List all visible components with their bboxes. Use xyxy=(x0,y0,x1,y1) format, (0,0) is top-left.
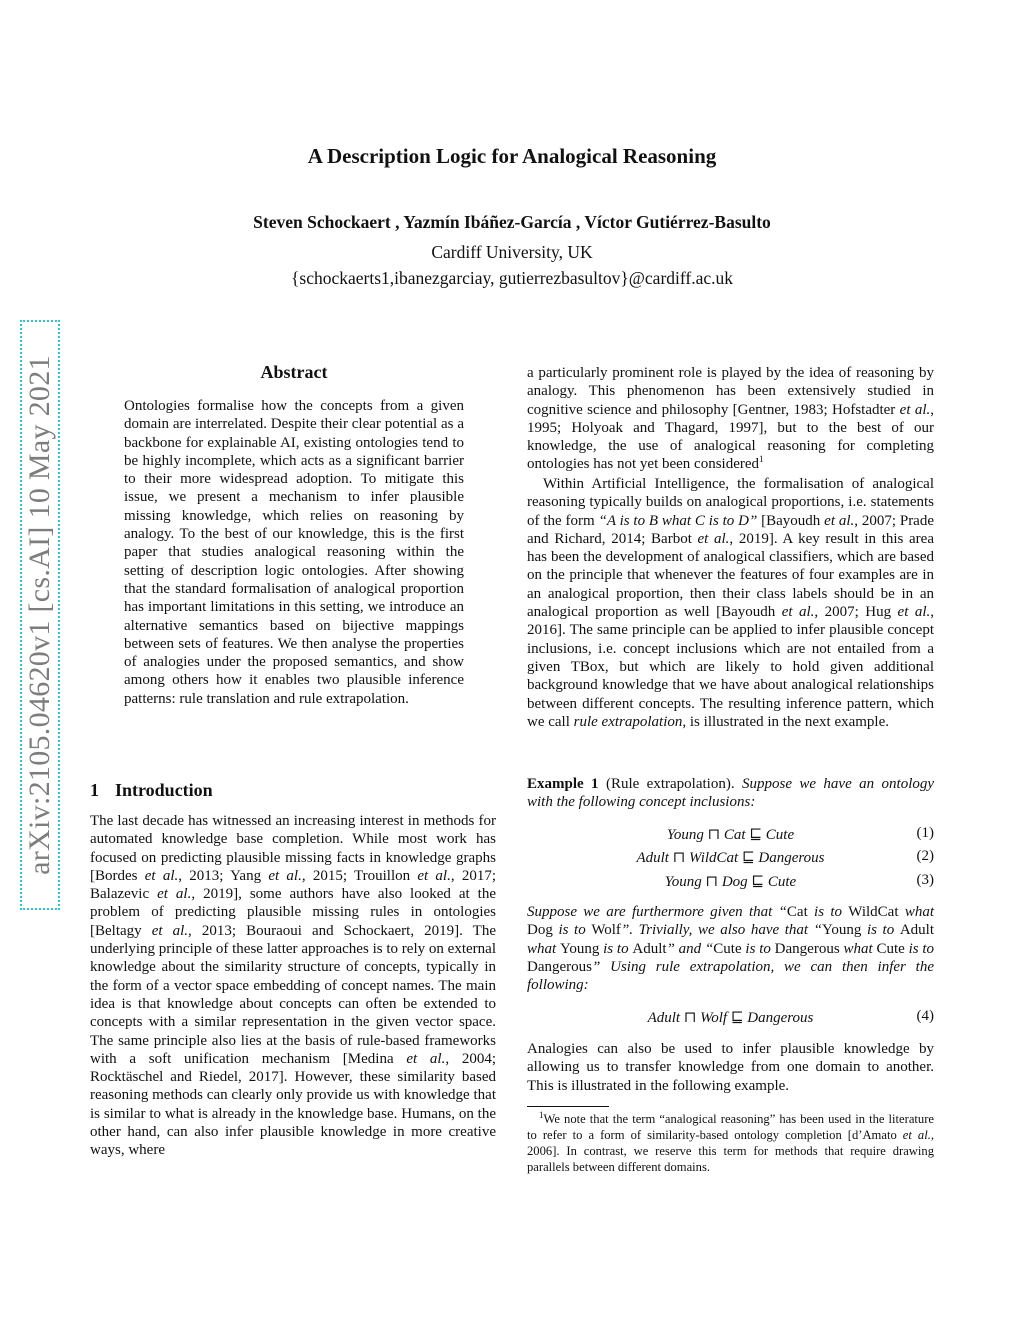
section-heading-introduction xyxy=(90,780,213,801)
abstract-text: Ontologies formalise how the concepts from a given domain are interrelated. Despite their clear potential as a backbone for explainable AI, existing ontologies tend to be highly incomplete, which acts as a significant barrier to their more widespread adoption. To mitigate this issue, we present a mechanism to infer plausible missing knowledge, which relies on reasoning by analogy. To the best of our knowledge, this is the first paper that studies analogical reasoning within the setting of description logic ontologies. After showing that the standard formalisation of analogical proportion has important limitations in this setting, we introduce an alternative semantics based on bijective mappings between sets of features. We then analyse the properties of analogies under the proposed semantics, and show among others how it enables two plausible inference patterns: rule translation and rule extrapolation. xyxy=(124,398,464,707)
section-number: 1 xyxy=(90,780,99,800)
introduction-paragraph: The last decade has witnessed an increasing interest in methods for automated knowledge base completion. While most work has focused on predicting plausible missing facts in knowledge graphs [Bordes et al., 2013; Yang et al., 2015; Trouillon et al., 2017; Balazevic et al., 2019], some authors have also looked at the problem of predicting plausible missing rules in ontologies [Beltagy et al., 2013; Bouraoui and Schockaert, 2019]. The underlying principle of these latter approaches is to rely on external knowledge about the similarity structure of concepts, typically in the form of a vector space embedding of concept names. The main idea is that knowledge about concepts can often be extended to concepts with a similar representation in the given vector space. The same principle also lies at the basis of rule-based frameworks with a soft unification mechanism [Medina et al., 2004; Rocktäschel and Riedel, 2017]. However, these similarity based reasoning methods can clearly only provide us with knowledge that is similar to what is already in the knowledge base. Humans, on the other hand, can also infer plausible knowledge in more creative ways, where xyxy=(90,813,497,1159)
section-title: Introduction xyxy=(115,780,213,800)
intro-paragraph-continued: a particularly prominent role is played by the idea of reasoning by analogy. This phenomenon has been extensively studied in cognitive science and philosophy [Gentner, 1983; Hofstadter et al., 1995; Holyoak and Thagard, 1997], but to the best of our knowledge, the use of analogical reasoning for completing ontologies has not yet been considered$^1$ xyxy=(527,365,934,473)
equation-number: (2) xyxy=(916,848,934,864)
author-emails: {schockaerts1,ibanezgarciay, gutierrezbasultov}@cardiff.ac.uk xyxy=(290,268,734,288)
equation-1: Young ⊓ Cat ⊑ Cute (1) xyxy=(666,825,934,843)
paper-title: A Description Logic for Analogical Reasoning xyxy=(307,144,717,168)
example-1-continuation: Suppose we are furthermore given that “Cat is to WildCat what Dog is to Wolf”. Trivially, we also have that “Young is to Adult what Young is to Adult” and “Cute is to Dangerous what Cute is to Dangerous” Using rule extrapolation, we can then infer the following: xyxy=(527,904,935,994)
equation-number: (1) xyxy=(916,825,934,841)
equation-number: (3) xyxy=(916,872,934,888)
footnote-1: $^1$We note that the term “analogical reasoning” has been used in the literature to refer to a form of similarity-based ontology completion [d’Amato et al., 2006]. In contrast, we reserve this term for methods that require drawing parallels between different domains. xyxy=(527,1109,935,1174)
arxiv-stamp-text: arXiv:2105.04620v1 [cs.AI] 10 May 2021 xyxy=(23,355,56,875)
transfer-paragraph: Analogies can also be used to infer plausible knowledge by allowing us to transfer knowledge from one domain to another. This is illustrated in the following example. xyxy=(527,1041,934,1094)
abstract-heading: Abstract xyxy=(260,362,328,382)
equation-4: Adult ⊓ Wolf ⊑ Dangerous (4) xyxy=(647,1008,934,1026)
author-list: Steven Schockaert , Yazmín Ibáñez-García , Víctor Gutiérrez-Basulto xyxy=(253,212,771,232)
affiliation: Cardiff University, UK xyxy=(431,242,593,262)
equation-3: Young ⊓ Dog ⊑ Cute (3) xyxy=(664,872,934,890)
equation-2: Adult ⊓ WildCat ⊑ Dangerous (2) xyxy=(636,848,934,866)
intro-paragraph-analogical-proportions: Within Artificial Intelligence, the formalisation of analogical reasoning typically builds on analogical proportions, i.e. statements of the form “A is to B what C is to D” [Bayoudh et al., 2007; Prade and Richard, 2014; Barbot et al., 2019]. A key result in this area has been the development of analogical classifiers, which are based on the principle that whenever the features of four examples are in an analogical proportion, then their class labels should be in an analogical proportion as well [Bayoudh et al., 2007; Hug et al., 2016]. The same principle can be applied to infer plausible concept inclusions, i.e. concept inclusions which are not entailed from a given TBox, but which are likely to hold given additional background knowledge that we have about analogical relationships between different concepts. The resulting inference pattern, which we call rule extrapolation, is illustrated in the next example. xyxy=(527,476,934,730)
equation-number: (4) xyxy=(916,1008,934,1024)
example-1-statement: Example 1 (Rule extrapolation). Suppose we have an ontology with the following concept inclusions: xyxy=(527,776,935,811)
arxiv-stamp xyxy=(20,320,60,910)
footnote-rule xyxy=(527,1106,609,1107)
footnote-marker: 1 xyxy=(759,454,764,465)
example-label: Example 1 xyxy=(527,776,599,792)
